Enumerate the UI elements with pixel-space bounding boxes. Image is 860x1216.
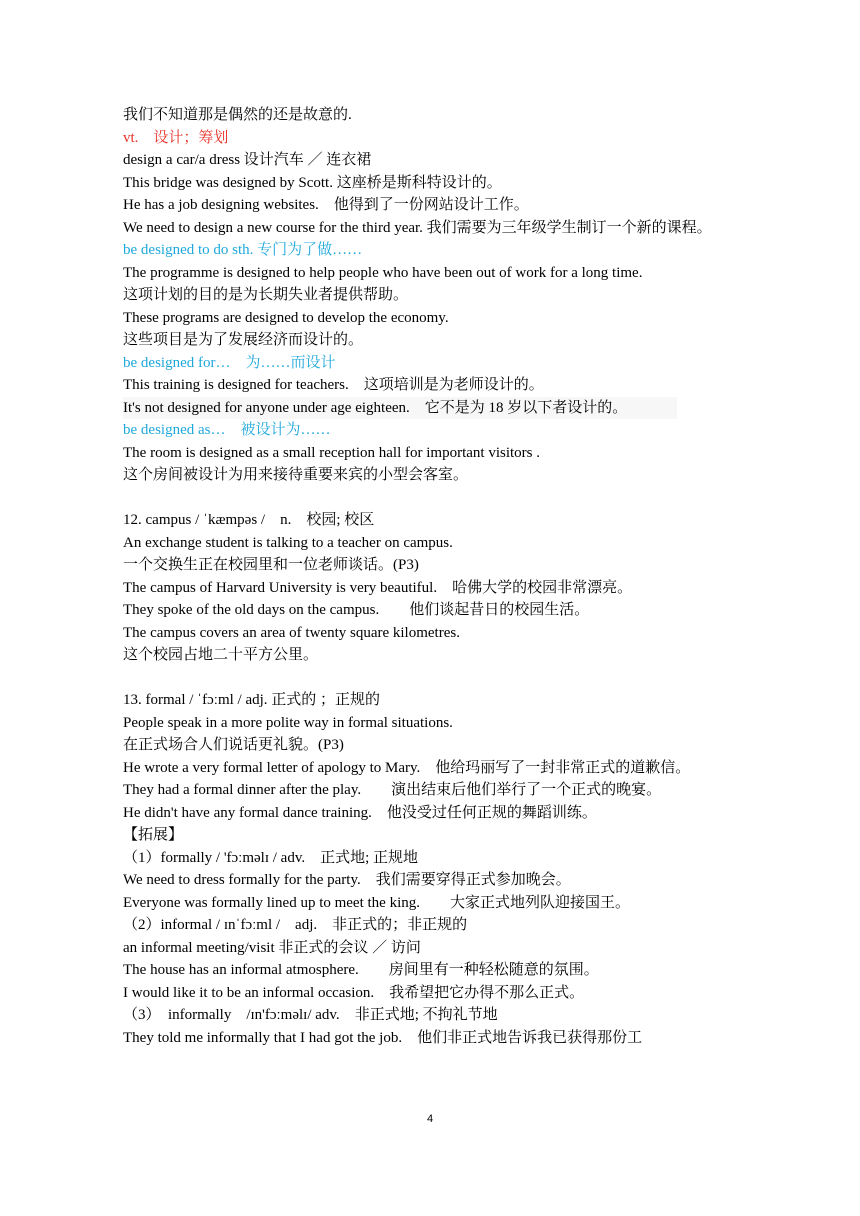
text-line: These programs are designed to develop the economy. bbox=[123, 309, 449, 326]
text-line bbox=[123, 397, 743, 420]
page-content bbox=[123, 104, 743, 1049]
text-line: （3） informally /ɪn'fɔːməlɪ/ adv. 非正式地; 不拘礼节地 bbox=[123, 1007, 498, 1023]
text-line: 这项计划的目的是为长期失业者提供帮助。 bbox=[123, 287, 409, 303]
text-line: The house has an informal atmosphere. 房间里有一种轻松随意的氛围。 bbox=[123, 962, 599, 978]
text-line: He has a job designing websites. 他得到了一份网站设计工作。 bbox=[123, 197, 529, 213]
text-line: We need to design a new course for the third year. 我们需要为三年级学生制订一个新的课程。 bbox=[123, 219, 712, 236]
part-of-speech-heading: vt. 设计；筹划 bbox=[123, 129, 229, 146]
text-line: 在正式场合人们说话更礼貌。(P3) bbox=[123, 737, 344, 753]
text-line: They had a formal dinner after the play. 演出结束后他们举行了一个正式的晚宴。 bbox=[123, 782, 662, 798]
text-line: （1）formally / 'fɔːməlɪ / adv. 正式地; 正规地 bbox=[123, 849, 419, 866]
text-line: They spoke of the old days on the campus. 他们谈起昔日的校园生活。 bbox=[123, 602, 590, 618]
blank-line bbox=[123, 667, 743, 690]
text-line: The room is designed as a small reception hall for important visitors . bbox=[123, 444, 540, 461]
text-line: 这个校园占地二十平方公里。 bbox=[123, 647, 319, 663]
text-line: He wrote a very formal letter of apology to Mary. 他给玛丽写了一封非常正式的道歉信。 bbox=[123, 759, 691, 776]
text-line: He didn't have any formal dance training. 他没受过任何正规的舞蹈训练。 bbox=[123, 804, 597, 821]
text-line: The campus of Harvard University is very beautiful. 哈佛大学的校园非常漂亮。 bbox=[123, 579, 633, 596]
phrase-heading: be designed for… 为……而设计 bbox=[123, 354, 336, 371]
text-line: People speak in a more polite way in formal situations. bbox=[123, 714, 453, 731]
highlighted-text: It's not designed for anyone under age eighteen. 它不是为 18 岁以下者设计的。 bbox=[123, 397, 677, 420]
text-line: （2）informal / ɪnˈfɔːml / adj. 非正式的；非正规的 bbox=[123, 917, 468, 933]
text-line: 我们不知道那是偶然的还是故意的. bbox=[123, 107, 352, 123]
blank-line bbox=[123, 487, 743, 510]
text-line: 这个房间被设计为用来接待重要来宾的小型会客室。 bbox=[123, 467, 469, 483]
phrase-heading: be designed as… 被设计为…… bbox=[123, 422, 331, 438]
text-line: 12. campus / ˈkæmpəs / n. 校园; 校区 bbox=[123, 512, 375, 528]
text-line: An exchange student is talking to a teacher on campus. bbox=[123, 534, 453, 551]
text-line: 13. formal / ˈfɔːml / adj. 正式的 ；正规的 bbox=[123, 692, 381, 708]
text-line: We need to dress formally for the party. 我们需要穿得正式参加晚会。 bbox=[123, 872, 571, 888]
text-line: 【拓展】 bbox=[123, 827, 184, 843]
text-line: 一个交换生正在校园里和一位老师谈话。(P3) bbox=[123, 557, 419, 573]
text-line: The programme is designed to help people who have been out of work for a long time. bbox=[123, 264, 643, 281]
text-line: They told me informally that I had got the job. 他们非正式地告诉我已获得那份工 bbox=[123, 1029, 643, 1046]
text-line: I would like it to be an informal occasion. 我希望把它办得不那么正式。 bbox=[123, 984, 585, 1001]
page-number: 4 bbox=[426, 1113, 434, 1125]
text-line: This training is designed for teachers. 这项培训是为老师设计的。 bbox=[123, 377, 544, 393]
text-line: This bridge was designed by Scott. 这座桥是斯科特设计的。 bbox=[123, 174, 502, 191]
phrase-heading: be designed to do sth. 专门为了做…… bbox=[123, 242, 363, 258]
text-line: 这些项目是为了发展经济而设计的。 bbox=[123, 332, 364, 348]
text-line: an informal meeting/visit 非正式的会议 ／ 访问 bbox=[123, 939, 421, 956]
text-line: Everyone was formally lined up to meet the king. 大家正式地列队迎接国王。 bbox=[123, 894, 631, 911]
text-line: design a car/a dress 设计汽车 ／ 连衣裙 bbox=[123, 152, 372, 168]
text-line: The campus covers an area of twenty square kilometres. bbox=[123, 624, 460, 641]
